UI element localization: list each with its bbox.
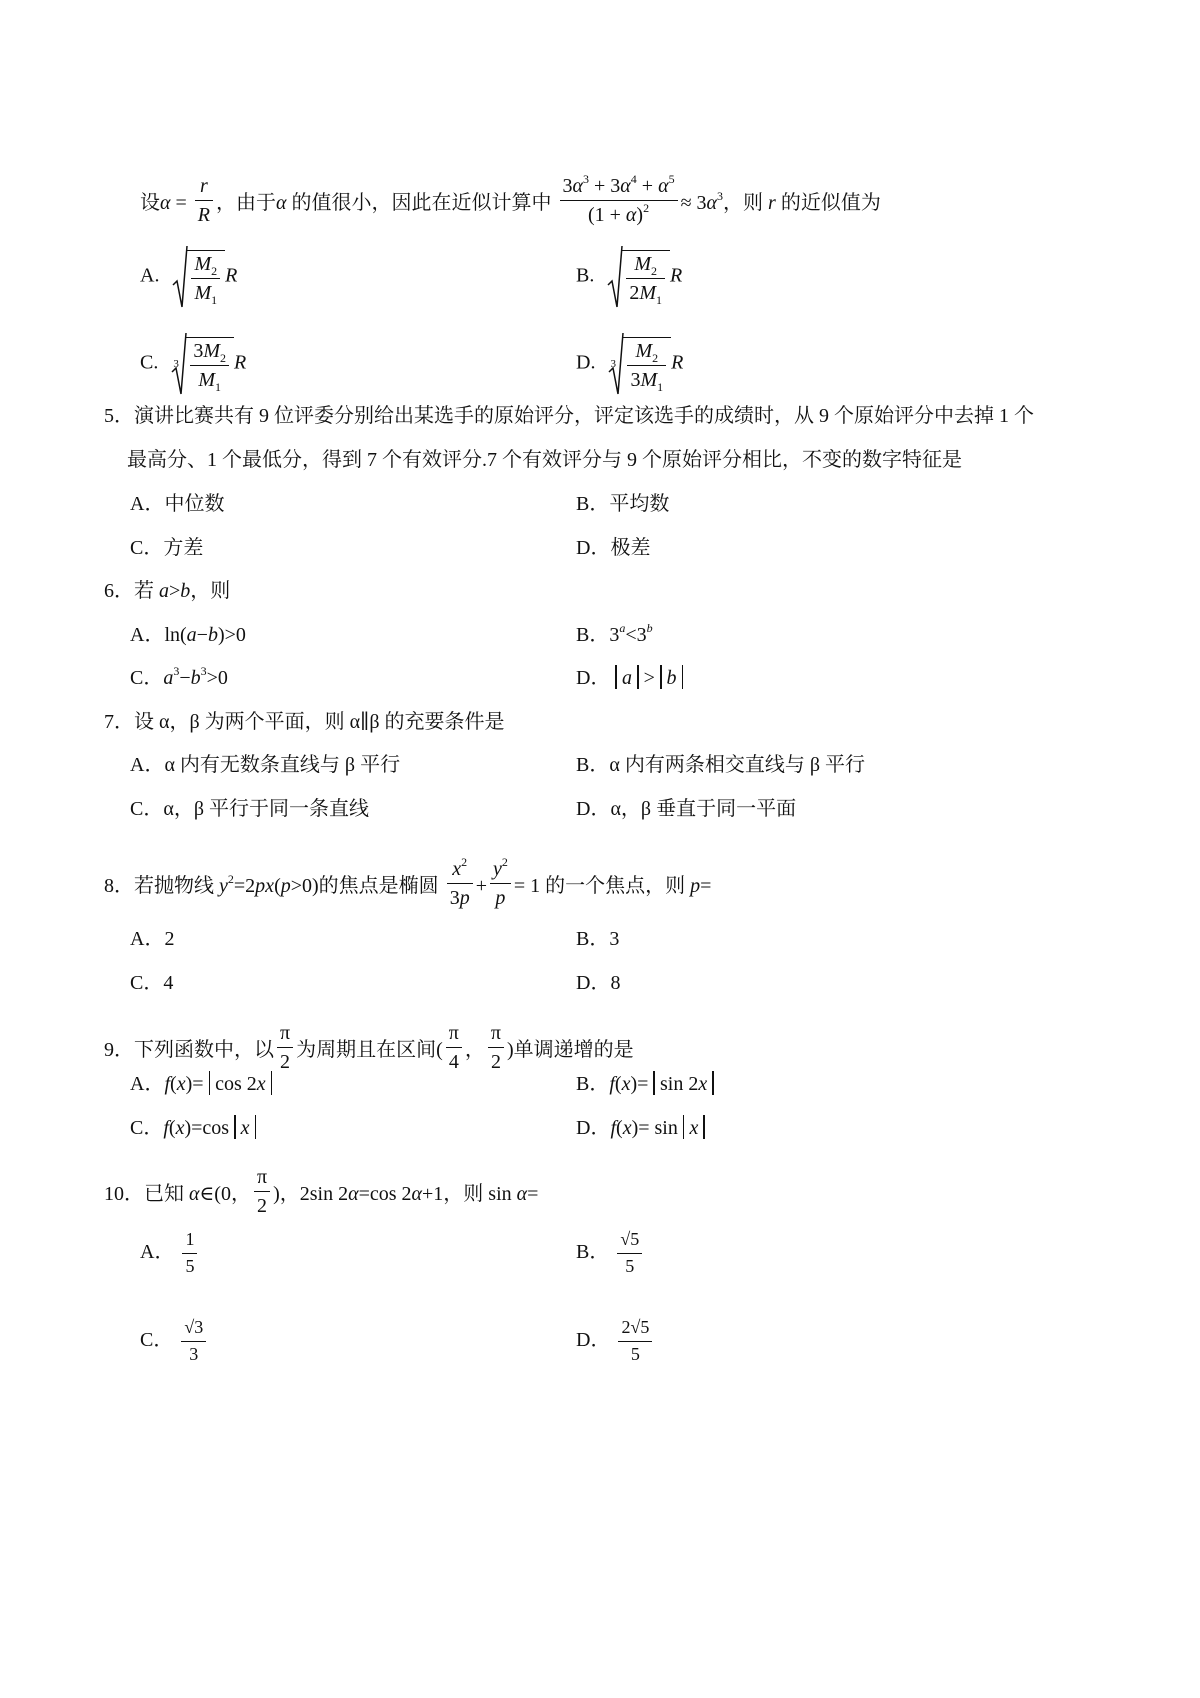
q4-eq: =: [175, 192, 187, 214]
q9-option-d[interactable]: D．f(x)= sin x: [576, 1114, 710, 1142]
q8-option-d[interactable]: D．8: [576, 972, 621, 994]
q4-option-a[interactable]: [140, 245, 237, 309]
q10-stem-a: 已知 α∈(0，: [144, 1183, 251, 1205]
q8-option-b[interactable]: B．3: [576, 928, 620, 950]
q4-tail: ，则 r 的近似值为: [723, 192, 881, 214]
option-label: D.: [576, 351, 596, 374]
q5-line1: [104, 402, 1034, 430]
q9-interval-start: $\frac{\pi}{4}$: [446, 1022, 462, 1073]
q10-number: 10．: [104, 1183, 144, 1205]
option-label: C.: [140, 351, 159, 374]
root-index: 3: [173, 358, 179, 370]
q8-stem: 8．若抛物线 $y^2=2px(p>0)$的焦点是椭圆 $\frac{x^2}{3p}$ + $\frac{y^2}{p}$ = 1 的一个焦点，则 p=: [104, 855, 712, 909]
q4-approx-fraction: [560, 172, 678, 226]
q5-number: 5．: [104, 405, 134, 427]
q7-option-b[interactable]: B．α 内有两条相交直线与 β 平行: [576, 754, 865, 776]
q9-stem-d: )单调递增的是: [507, 1039, 634, 1061]
q5-option-a[interactable]: A．中位数: [130, 493, 225, 515]
q9-option-a[interactable]: A．f(x)= cos 2x: [130, 1070, 277, 1098]
q5-option-c[interactable]: C．方差: [130, 537, 204, 559]
q9-option-b[interactable]: B．f(x)= sin 2x: [576, 1070, 719, 1098]
q4-r: r: [195, 175, 213, 201]
q4-num-expr: $3\alpha^3 + 3\alpha^4 + \alpha^5$: [560, 175, 678, 201]
option-label: D．: [576, 1328, 611, 1351]
q4-text-small: 的值很小，因此在近似计算中: [291, 192, 552, 214]
q8-number: 8．: [104, 875, 134, 897]
q10-option-d[interactable]: [576, 1318, 655, 1365]
q4-alpha-2: α: [276, 192, 287, 214]
q4-R: R: [197, 204, 210, 226]
answer-fraction: $\frac{1}{5}$: [182, 1230, 197, 1277]
q4-approx: ≈ $3\alpha^3$: [680, 189, 724, 214]
cbrt-expression: 3 $\frac{3M_2}{M_1}$ R: [171, 332, 246, 396]
q4-den-expr: $(1 + \alpha)^2$: [587, 201, 650, 226]
q9-period-frac: $\frac{\pi}{2}$: [277, 1022, 293, 1073]
q9-interval-end: $\frac{\pi}{2}$: [488, 1022, 504, 1073]
q9-stem-b: 为周期且在区间(: [296, 1039, 443, 1061]
q6-option-c[interactable]: C．$a^3-b^3>0$: [130, 664, 228, 689]
q6-number: 6．: [104, 580, 134, 602]
q8-stem-b: 的一个焦点，则 p=: [545, 875, 712, 897]
option-label: B．: [576, 1240, 610, 1263]
q5-line2: [127, 446, 962, 474]
q9-stem: [104, 1022, 634, 1073]
q9-stem-c: ，: [464, 1039, 485, 1061]
q6-option-a[interactable]: A．ln(a−b)>0: [130, 624, 246, 646]
q8-frac-y: $\frac{y^2}{p}$: [490, 858, 511, 909]
q9-stem-a: 下列函数中，以: [134, 1039, 274, 1061]
q9-option-c[interactable]: C．f(x)=cos x: [130, 1114, 261, 1142]
q9-number: 9．: [104, 1039, 134, 1061]
q10-stem-b: )，2sin 2α=cos 2α+1，则 sin α=: [273, 1183, 539, 1205]
answer-fraction: $\frac{2√5}{5}$: [618, 1318, 652, 1365]
q4-option-b[interactable]: [576, 245, 682, 309]
q8-stem-a: 若抛物线 $y^2=2px(p>0)$的焦点是椭圆: [134, 872, 439, 897]
q5-option-d[interactable]: D．极差: [576, 537, 651, 559]
q4-stem: [140, 172, 881, 226]
q4-comma: ，由于: [216, 192, 276, 214]
q10-option-c[interactable]: [140, 1318, 209, 1365]
q5-option-b[interactable]: B．平均数: [576, 493, 670, 515]
sqrt-expression: $\frac{M_2}{M_1}$ R: [172, 245, 237, 309]
option-label: C．: [140, 1328, 174, 1351]
option-label: A．: [140, 1240, 175, 1263]
q7-option-d[interactable]: D．α，β 垂直于同一平面: [576, 798, 797, 820]
q5-text-1: 演讲比赛共有 9 位评委分别给出某选手的原始评分，评定该选手的成绩时，从 9 个原始评分中去掉 1 个: [134, 405, 1034, 427]
q4-stem-prefix: 设: [140, 192, 160, 214]
q10-stem: [104, 1166, 538, 1217]
cbrt-expression: 3 $\frac{M_2}{3M_1}$ R: [608, 332, 683, 396]
q8-eq-one: = 1: [513, 875, 541, 897]
q4-option-d[interactable]: [576, 332, 683, 396]
q8-frac-x: $\frac{x^2}{3p}$: [447, 858, 473, 909]
option-label: B.: [576, 264, 595, 287]
suffix-R: R: [225, 264, 238, 287]
suffix-R: R: [234, 351, 247, 374]
q10-option-a[interactable]: [140, 1230, 200, 1277]
q6-option-b[interactable]: B．$3^a<3^b$: [576, 621, 653, 646]
answer-fraction: $\frac{√5}{5}$: [617, 1230, 642, 1277]
root-index: 3: [610, 358, 616, 370]
q4-option-c[interactable]: [140, 332, 246, 396]
q5-text-2: 最高分、1 个最低分，得到 7 个有效评分.7 个有效评分与 9 个原始评分相比，不变的数字特征是: [127, 449, 962, 471]
option-label: A.: [140, 264, 160, 287]
q10-upper-bound: $\frac{\pi}{2}$: [254, 1166, 270, 1217]
q7-option-c[interactable]: C．α，β 平行于同一条直线: [130, 798, 369, 820]
q6-stem-text: 若 a>b，则: [134, 580, 231, 602]
q8-option-a[interactable]: A．2: [130, 928, 175, 950]
q7-option-a[interactable]: A．α 内有无数条直线与 β 平行: [130, 754, 401, 776]
answer-fraction: $\frac{√3}{3}$: [181, 1318, 206, 1365]
q7-stem-text: 设 α，β 为两个平面，则 α∥β 的充要条件是: [134, 711, 505, 733]
q8-option-c[interactable]: C．4: [130, 972, 174, 994]
suffix-R: R: [670, 264, 683, 287]
sqrt-expression: $\frac{M_2}{2M_1}$ R: [607, 245, 682, 309]
q4-alpha: α: [160, 192, 171, 214]
suffix-R: R: [671, 351, 684, 374]
q6-option-d[interactable]: D． a > b: [576, 664, 688, 692]
q7-number: 7．: [104, 711, 134, 733]
q7-stem: [104, 708, 505, 736]
q6-stem: [104, 577, 230, 605]
q4-alpha-def: [195, 175, 213, 226]
q10-option-b[interactable]: [576, 1230, 645, 1277]
